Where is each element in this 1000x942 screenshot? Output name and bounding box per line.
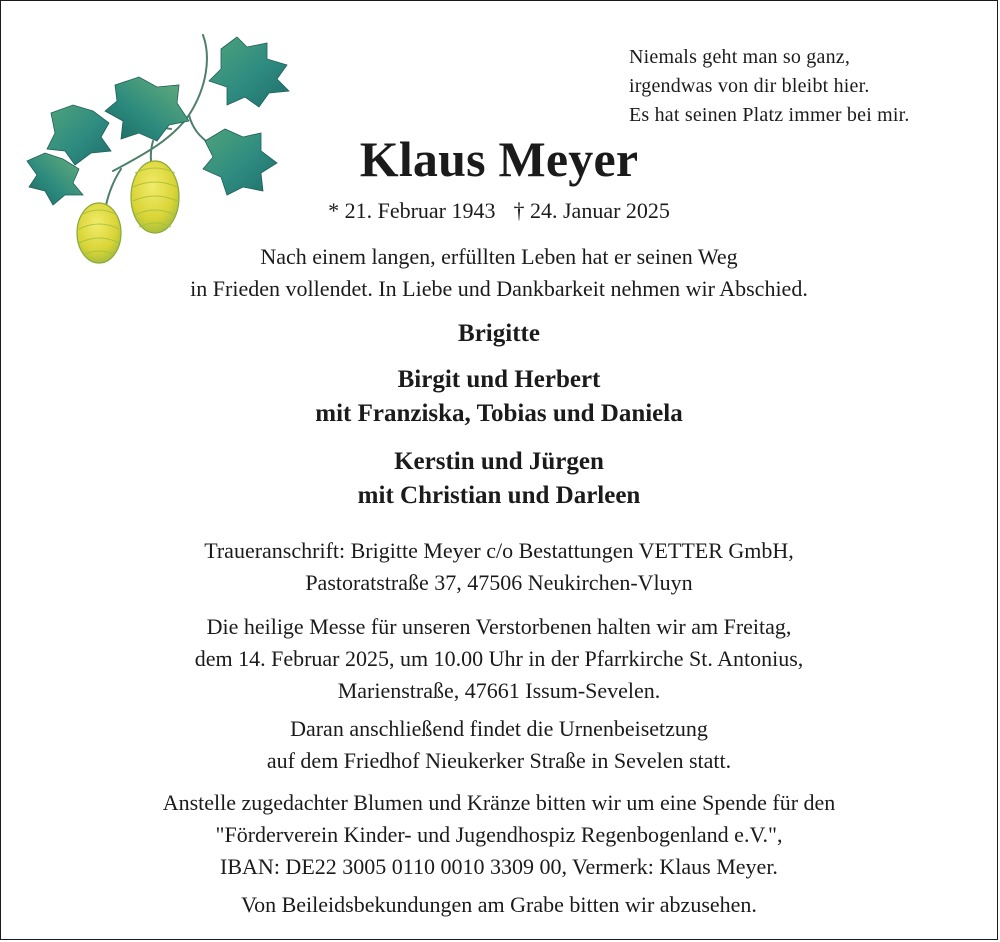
- birth-date: * 21. Februar 1943: [328, 198, 496, 223]
- mourner-line: mit Christian und Darleen: [357, 482, 641, 509]
- mourner-group-kerstin: [1, 445, 997, 513]
- mass-info: [1, 611, 997, 707]
- mourner-line: Birgit und Herbert: [397, 366, 601, 393]
- mourner-name: Brigitte: [458, 320, 540, 347]
- mass-line: Marienstraße, 47661 Issum-Sevelen.: [337, 678, 661, 703]
- urn-line: Daran anschließend findet die Urnenbeisetzung: [290, 716, 708, 741]
- quote-line: irgendwas von dir bleibt hier.: [629, 75, 870, 97]
- closing-note: [1, 889, 997, 921]
- mourner-brigitte: [1, 317, 997, 351]
- mourner-line: mit Franziska, Tobias und Daniela: [315, 400, 683, 427]
- quote-line: Niemals geht man so ganz,: [629, 46, 851, 68]
- donation-info: [1, 787, 997, 883]
- life-dates: [1, 197, 997, 225]
- leaf-top-right: [209, 37, 289, 107]
- mourner-line: Kerstin und Jürgen: [394, 448, 604, 475]
- mourner-group-birgit: [1, 363, 997, 431]
- intro-line: in Frieden vollendet. In Liebe und Dankbarkeit nehmen wir Abschied.: [190, 276, 808, 301]
- quote-line: Es hat seinen Platz immer bei mir.: [629, 104, 910, 126]
- quote-block: [629, 43, 984, 130]
- address-line: Pastoratstraße 37, 47506 Neukirchen-Vluyn: [305, 570, 693, 595]
- urn-burial-info: [1, 713, 997, 777]
- urn-line: auf dem Friedhof Nieukerker Straße in Sevelen statt.: [266, 748, 732, 773]
- mourning-address: [1, 535, 997, 599]
- death-date: † 24. Januar 2025: [513, 198, 670, 223]
- mass-line: Die heilige Messe für unseren Verstorbenen halten wir am Freitag,: [206, 614, 792, 639]
- deceased-name: Klaus Meyer: [359, 131, 639, 187]
- intro-line: Nach einem langen, erfüllten Leben hat er seinen Weg: [260, 244, 738, 269]
- closing-line: Von Beileidsbekundungen am Grabe bitten wir abzusehen.: [241, 892, 757, 917]
- intro-paragraph: [1, 241, 997, 305]
- donation-line: "Förderverein Kinder- und Jugendhospiz Regenbogenland e.V.",: [215, 822, 783, 847]
- mass-line: dem 14. Februar 2025, um 10.00 Uhr in der Pfarrkirche St. Antonius,: [194, 646, 804, 671]
- address-line: Traueranschrift: Brigitte Meyer c/o Bestattungen VETTER GmbH,: [204, 538, 794, 563]
- donation-line: Anstelle zugedachter Blumen und Kränze bitten wir um eine Spende für den: [162, 790, 836, 815]
- donation-line: IBAN: DE22 3005 0110 0010 3309 00, Vermerk: Klaus Meyer.: [220, 854, 778, 879]
